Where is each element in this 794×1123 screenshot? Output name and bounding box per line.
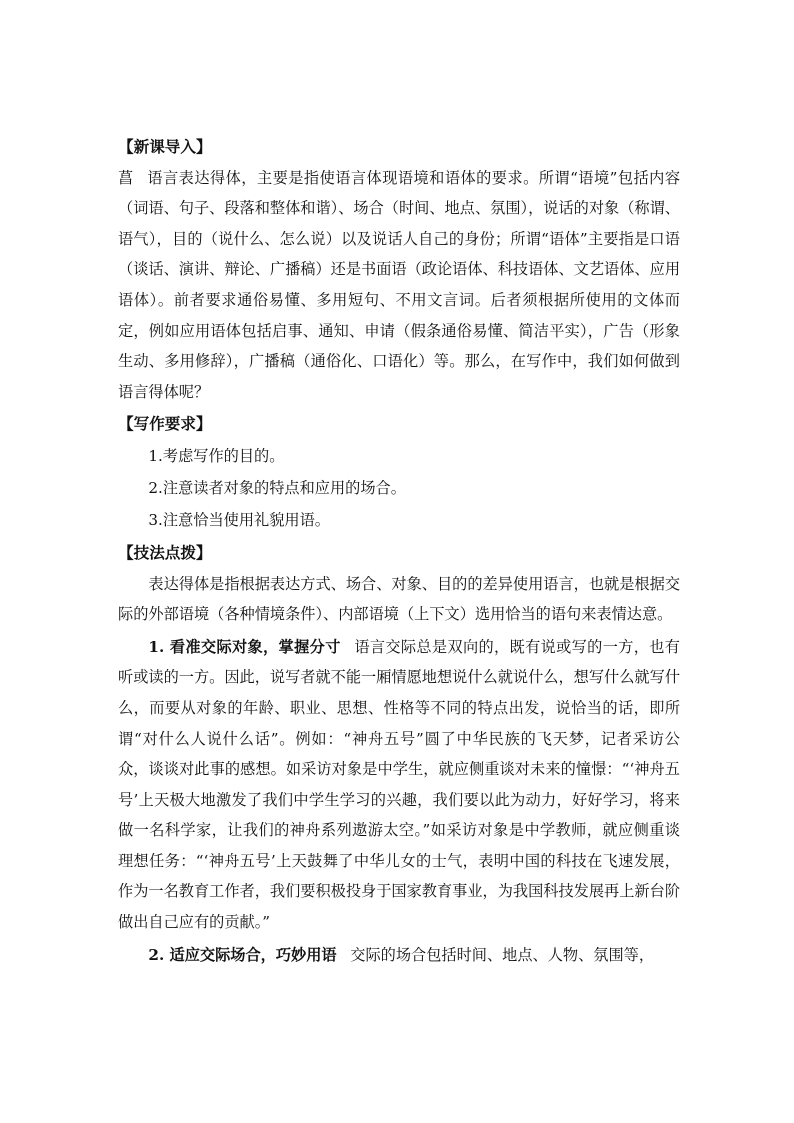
point-1-body: 语言交际总是双向的，既有说或写的一方，也有听或读的一方。因此，说写者就不能一厢情愿地想说什么就说什么，想写什么就写什么，而要从对象的年龄、职业、思想、性格等不同的特点出发，说恰当的话，即所谓“对什么人说什么话”。例如：“神舟五号”圆了中华民族的飞天梦，记者采访公众，谈谈对此事的感想。如采访对象是中学生，就应侧重谈对未来的憧憬：“‘神舟五号’上天极大地激发了我们中学生学习的兴趣，我们要以此为动力，好好学习，将来做一名科学家，让我们的神舟系列遨游太空。”如采访对象是中学教师，就应侧重谈理想任务：“‘神舟五号’上天鼓舞了中华儿女的士气，表明中国的科技在飞速发展，作为一名教育工作者，我们要积极投身于国家教育事业，为我国科技发展再上新台阶做出自己应有的贡献。” [118,637,680,932]
intro-paragraph [118,163,680,408]
point-1-title: 1. 看准交际对象，掌握分寸 [148,637,341,656]
section-heading-intro: 【新课导入】 [118,137,212,156]
intro-body: 语言表达得体，主要是指使语言体现语境和语体的要求。所谓“语境”包括内容（词语、句子、段落和整体和谐）、场合（时间、地点、氛围），说话的对象（称谓、语气），目的（说什么、怎么说）以及说话人自己的身份；所谓“语体”主要指是口语（谈话、演讲、辩论、广播稿）还是书面语（政论语体、科技语体、文艺语体、应用语体）。前者要求通俗易懂、多用短句、不用文言词。后者须根据所使用的文体而定，例如应用语体包括启事、通知、申请（假条通俗易懂、简洁平实），广告（形象生动、多用修辞），广播稿（通俗化、口语化）等。那么，在写作中，我们如何做到语言得体呢？ [118,168,681,401]
point-2-body: 交际的场合包括时间、地点、人物、氛围等， [350,945,655,964]
document-page [118,132,680,970]
section-heading-skills: 【技法点拨】 [118,542,212,562]
requirement-item-3: 3.注意恰当使用礼貌用语。 [148,510,330,529]
section-heading-requirements: 【写作要求】 [118,414,212,434]
intro-lead-mark: 菖 [118,168,134,187]
point-2-title: 2. 适应交际场合，巧妙用语 [148,945,337,964]
skills-summary: 表达得体是指根据表达方式、场合、对象、目的的差异使用语言，也就是根据交际的外部语境（各种情境条件）、内部语境（上下文）选用恰当的语句来表情达意。 [118,574,680,624]
skills-point-2 [118,940,680,971]
requirement-item-2: 2.注意读者对象的特点和应用的场合。 [148,478,406,497]
skills-point-1 [118,632,680,938]
requirement-item-1: 1.考虑写作的目的。 [148,446,285,465]
